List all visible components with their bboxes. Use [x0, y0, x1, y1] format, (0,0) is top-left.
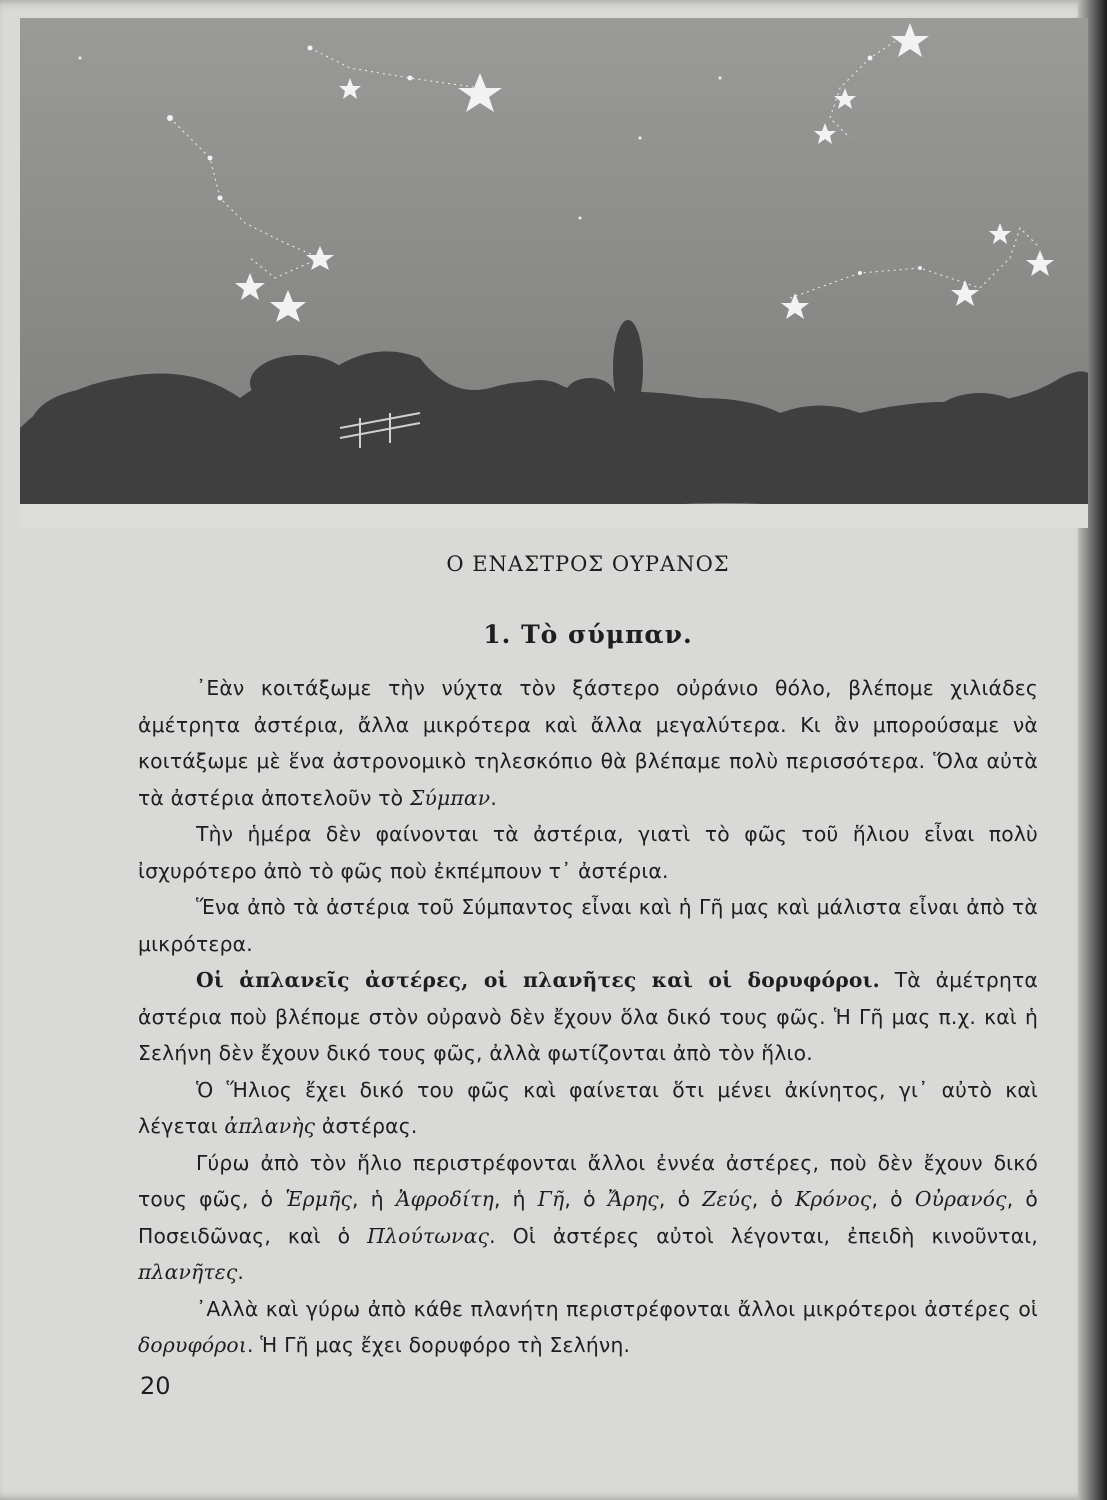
term-doryforoi: δορυφόροι [138, 1333, 247, 1357]
term-aplanis: ἀπλανὴς [224, 1114, 316, 1138]
paragraph-1-end: . [490, 785, 497, 810]
planet-name: Οὐρανός [914, 1187, 1007, 1211]
planet-name: Ἀφροδίτη [395, 1187, 494, 1211]
paragraph-5-text: Ὁ Ἥλιος ἔχει δικό του φῶς καὶ φαίνεται ὅτι μένει ἀκίνητος, γι᾿ αὐτὸ καὶ λέγεται [138, 1077, 1038, 1138]
term-planites: πλανῆτες [138, 1260, 238, 1284]
planet-name: Κρόνος [795, 1187, 872, 1211]
text-column [138, 540, 1038, 1364]
section-title: 1. Τὸ σύμπαν. [483, 620, 693, 649]
night-sky-illustration [20, 18, 1088, 528]
p6-part: , ἡ [493, 1187, 538, 1211]
paragraph-2: Τὴν ἡμέρα δὲν φαίνονται τὰ ἀστέρια, γιατὶ τὸ φῶς τοῦ ἥλιου εἶναι πολὺ ἰσχυρότερο ἀπὸ τὸ φῶς ποὺ ἐκπέμπουν τ᾿ ἀστέρια. [138, 822, 1038, 883]
p6-part: . [237, 1260, 245, 1284]
p6-part: , ὁ [751, 1187, 796, 1211]
chapter-heading: Ο ΕΝΑΣΤΡΟΣ ΟΥΡΑΝΟΣ [446, 552, 730, 576]
planet-name: Γῆ [537, 1187, 565, 1211]
paragraph-5 [138, 1072, 1038, 1145]
paragraph-4-lead: Οἱ ἀπλανεῖς ἀστέρες, οἱ πλανῆτες καὶ οἱ δορυφόροι. [196, 968, 880, 992]
p6-part: , καὶ ὁ [264, 1223, 368, 1248]
paragraph-4-text: Τὰ ἀμέτρητα ἀστέρια ποὺ βλέπομε στὸν οὐρανὸ δὲν ἔχουν ὅλα δικό τους φῶς. Ἡ Γῆ μας π.χ. καὶ ἡ Σελήνη δὲν ἔχουν δικό τους φῶς, ἀλλὰ φωτίζονται ἀπὸ τὸν ἥλιο. [138, 968, 1039, 1065]
illustration-bottom-edge [20, 504, 1088, 528]
paragraph-1-text: ᾿Εὰν κοιτάξωμε τὴν νύχτα τὸν ξάστερο οὐράνιο θόλο, βλέπομε χιλιάδες ἀμέτρητα ἀστέρια, ἄλλα μικρότερα καὶ ἄλλα μεγαλύτερα. Κι ἂν μπορούσαμε νὰ κοιτάξωμε μὲ ἕνα ἀστρονομικὸ τηλεσκόπιο θὰ βλέπαμε πολὺ περισσότερα. Ὅλα αὐτὰ τὰ ἀστέρια ἀποτελοῦν τὸ [138, 676, 1038, 810]
p7-part: . Ἡ Γῆ μας ἔχει δορυφόρο τὴ Σελήνη. [246, 1333, 631, 1357]
planet-name: Πλούτωνας [367, 1223, 490, 1248]
p6-part: , ἡ [352, 1187, 396, 1211]
p6-part: Γύρω ἀπὸ τὸν ἥλιο περιστρέφονται ἄλλοι ἐννέα ἀστέρες, ποὺ δὲν ἔχουν δικό τους φῶς, ὁ [138, 1150, 1038, 1211]
p6-part: . Οἱ ἀστέρες αὐτοὶ λέγονται, ἐπειδὴ κινοῦνται, [489, 1223, 1038, 1248]
planet-name: Ζεύς [702, 1187, 752, 1211]
p6-part: , ὁ [658, 1187, 703, 1211]
paragraph-6 [138, 1145, 1038, 1291]
planet-name: Ἑρμῆς [285, 1187, 353, 1211]
p6-part: , ὁ [1006, 1187, 1038, 1211]
paragraph-1 [138, 670, 1038, 816]
paragraph-5-end: ἀστέρας. [315, 1114, 418, 1138]
planet-name: Ποσειδῶνας [138, 1223, 265, 1248]
p6-part: , ὁ [871, 1187, 915, 1211]
paragraph-3: Ἕνα ἀπὸ τὰ ἀστέρια τοῦ Σύμπαντος εἶναι καὶ ἡ Γῆ μας καὶ μάλιστα εἶναι ἀπὸ τὰ μικρότερα. [138, 895, 1038, 956]
p7-part: ᾿Αλλὰ καὶ γύρω ἀπὸ κάθε πλανήτη περιστρέφονται ἄλλοι μικρότεροι ἀστέρες οἱ [196, 1296, 1038, 1321]
paragraph-4 [138, 962, 1038, 1072]
night-sky-drawing [20, 18, 1088, 528]
term-sympan: Σύμπαν [409, 785, 491, 810]
paragraph-7 [138, 1291, 1038, 1364]
p6-part: , ὁ [564, 1187, 608, 1211]
planet-name: Ἄρης [607, 1187, 659, 1211]
page-number: 20 [140, 1372, 171, 1400]
